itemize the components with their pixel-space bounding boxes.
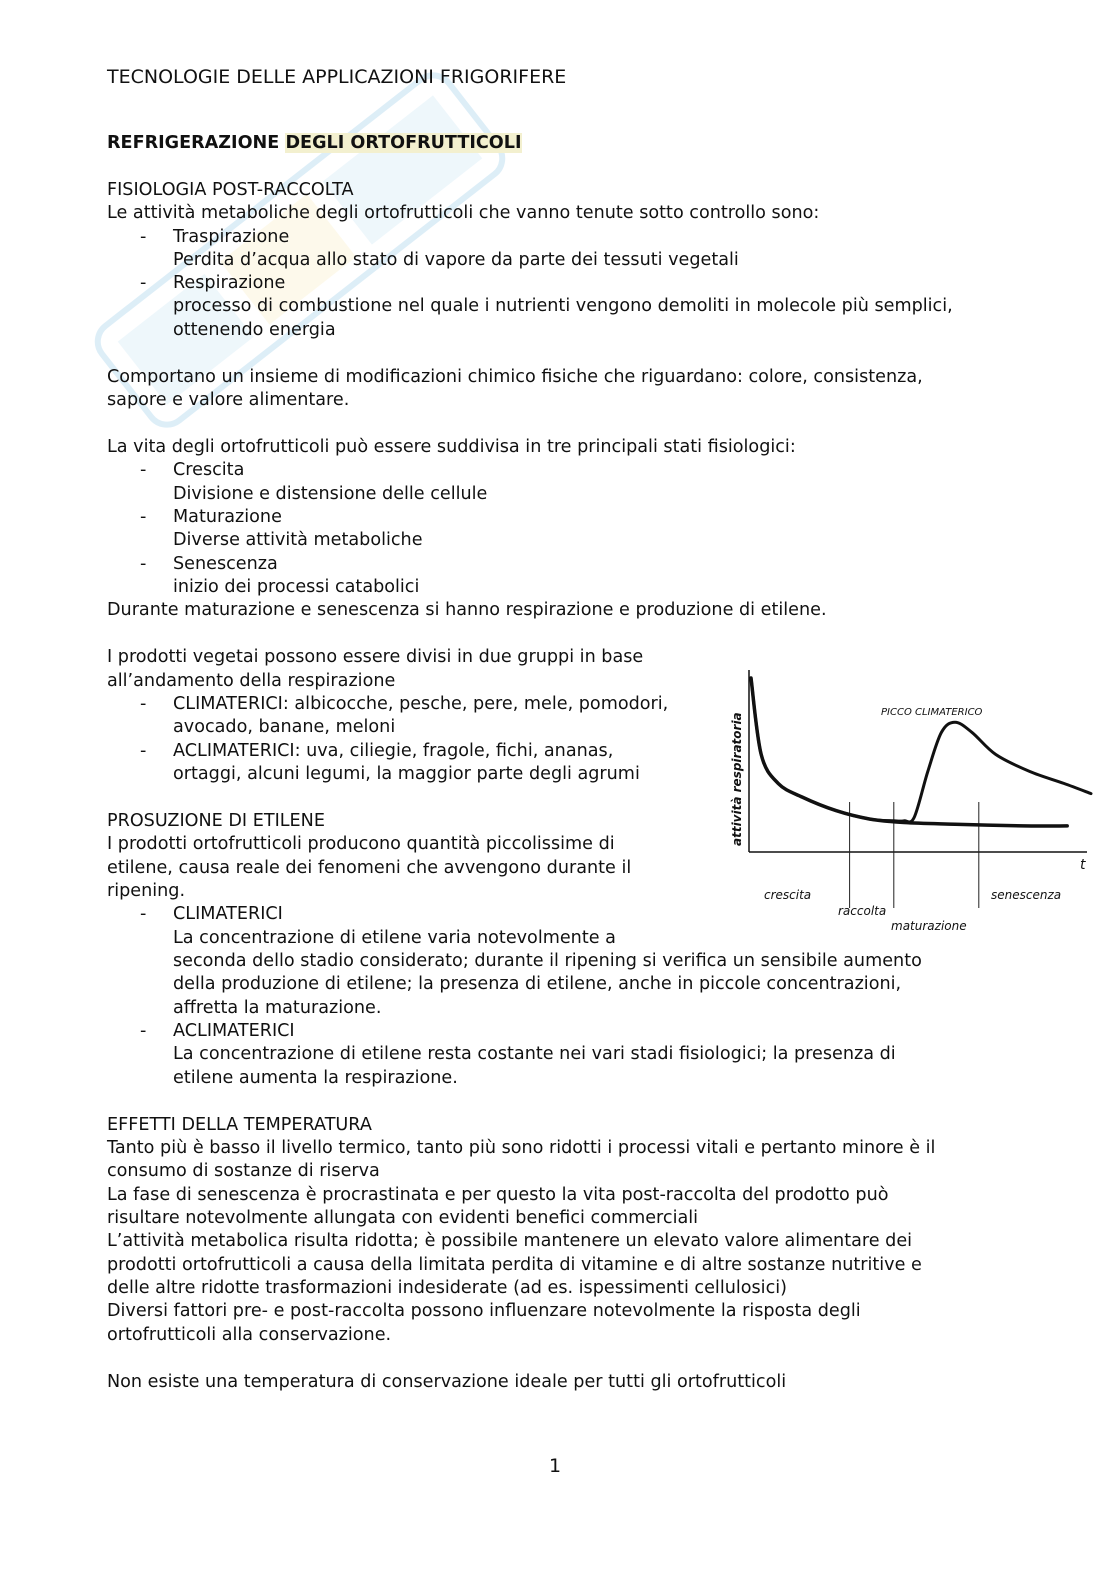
section-title: REFRIGERAZIONE DEGLI ORTOFRUTTICOLI: [107, 133, 522, 153]
paragraph: Tanto più è basso il livello termico, tanto più sono ridotti i processi vitali e pertanto minore è il: [107, 1138, 936, 1158]
bullet-dash: -: [140, 460, 147, 480]
list-item-desc: Diverse attività metaboliche: [173, 530, 423, 550]
heading-etilene: PROSUZIONE DI ETILENE: [107, 811, 325, 831]
paragraph: risultare notevolmente allungata con evidenti benefici commerciali: [107, 1208, 699, 1228]
list-item-desc: affretta la maturazione.: [173, 998, 382, 1018]
phase-label-raccolta: raccolta: [838, 904, 887, 918]
list-item-desc: della produzione di etilene; la presenza di etilene, anche in piccole concentrazioni,: [173, 974, 902, 994]
list-item-desc: ottenendo energia: [173, 320, 336, 340]
list-item-desc: processo di combustione nel quale i nutrienti vengono demoliti in molecole più semplici,: [173, 296, 953, 316]
list-item-desc: etilene aumenta la respirazione.: [173, 1068, 458, 1088]
x-axis-label: t: [1080, 857, 1086, 873]
list-item-title: ACLIMATERICI: [173, 1021, 295, 1041]
paragraph: La fase di senescenza è procrastinata e per questo la vita post-raccolta del prodotto può: [107, 1185, 889, 1205]
list-item-title: Respirazione: [173, 273, 286, 293]
paragraph: I prodotti vegetai possono essere divisi in due gruppi in base: [107, 647, 644, 667]
bullet-dash: -: [140, 694, 147, 714]
heading-fisiologia: FISIOLOGIA POST-RACCOLTA: [107, 180, 354, 200]
paragraph: I prodotti ortofrutticoli producono quantità piccolissime di: [107, 834, 615, 854]
list-item-title: Crescita: [173, 460, 245, 480]
document-header: TECNOLOGIE DELLE APPLICAZIONI FRIGORIFERE: [107, 66, 567, 88]
respiration-chart: [725, 652, 1097, 934]
series-line-climaterici: [751, 678, 1091, 822]
list-item-title: CLIMATERICI: [173, 904, 283, 924]
paragraph: all’andamento della respirazione: [107, 671, 396, 691]
phase-label-crescita: crescita: [764, 888, 812, 902]
paragraph: prodotti ortofrutticoli a causa della limitata perdita di vitamine e di altre sostanze nutritive e: [107, 1255, 922, 1275]
heading-temperatura: EFFETTI DELLA TEMPERATURA: [107, 1115, 372, 1135]
peak-annotation: PICCO CLIMATERICO: [881, 707, 983, 718]
list-item: ACLIMATERICI: uva, ciliegie, fragole, fichi, ananas,: [173, 741, 614, 761]
paragraph: Comportano un insieme di modificazioni chimico fisiche che riguardano: colore, consistenza,: [107, 367, 923, 387]
phase-label-senescenza: senescenza: [991, 888, 1062, 902]
list-item: avocado, banane, meloni: [173, 717, 396, 737]
list-item: ortaggi, alcuni legumi, la maggior parte degli agrumi: [173, 764, 640, 784]
list-item-desc: inizio dei processi catabolici: [173, 577, 420, 597]
paragraph: ortofrutticoli alla conservazione.: [107, 1325, 392, 1345]
list-item-title: Senescenza: [173, 554, 278, 574]
paragraph: Durante maturazione e senescenza si hanno respirazione e produzione di etilene.: [107, 600, 827, 620]
y-axis-label: attività respiratoria: [730, 712, 744, 846]
paragraph: consumo di sostanze di riserva: [107, 1161, 380, 1181]
bullet-dash: -: [140, 273, 147, 293]
bullet-dash: -: [140, 507, 147, 527]
paragraph: sapore e valore alimentare.: [107, 390, 350, 410]
paragraph: ripening.: [107, 881, 186, 901]
intro-text: Le attività metaboliche degli ortofrutticoli che vanno tenute sotto controllo sono:: [107, 203, 820, 223]
bullet-dash: -: [140, 1021, 147, 1041]
paragraph: Non esiste una temperatura di conservazione ideale per tutti gli ortofrutticoli: [107, 1372, 787, 1392]
paragraph: delle altre ridotte trasformazioni indesiderate (ad es. ispessimenti cellulosici): [107, 1278, 787, 1298]
paragraph: Diversi fattori pre- e post-raccolta possono influenzare notevolmente la risposta degli: [107, 1301, 861, 1321]
paragraph: La vita degli ortofrutticoli può essere suddivisa in tre principali stati fisiologici:: [107, 437, 796, 457]
list-item: CLIMATERICI: albicocche, pesche, pere, mele, pomodori,: [173, 694, 669, 714]
bullet-dash: -: [140, 227, 147, 247]
list-item-title: Maturazione: [173, 507, 282, 527]
phase-label-maturazione: maturazione: [891, 919, 967, 933]
list-item-desc: La concentrazione di etilene varia notevolmente a: [173, 928, 616, 948]
bullet-dash: -: [140, 741, 147, 761]
bullet-dash: -: [140, 554, 147, 574]
list-item-desc: La concentrazione di etilene resta costante nei vari stadi fisiologici; la presenza di: [173, 1044, 896, 1064]
list-item-desc: Perdita d’acqua allo stato di vapore da parte dei tessuti vegetali: [173, 250, 739, 270]
list-item-desc: seconda dello stadio considerato; durante il ripening si verifica un sensibile aumento: [173, 951, 922, 971]
list-item-title: Traspirazione: [173, 227, 290, 247]
paragraph: etilene, causa reale dei fenomeni che avvengono durante il: [107, 858, 632, 878]
paragraph: L’attività metabolica risulta ridotta; è possibile mantenere un elevato valore alimentare dei: [107, 1231, 913, 1251]
page-number: 1: [548, 1455, 562, 1477]
series-line-aclimaterici: [751, 678, 1067, 826]
bullet-dash: -: [140, 904, 147, 924]
list-item-desc: Divisione e distensione delle cellule: [173, 484, 488, 504]
